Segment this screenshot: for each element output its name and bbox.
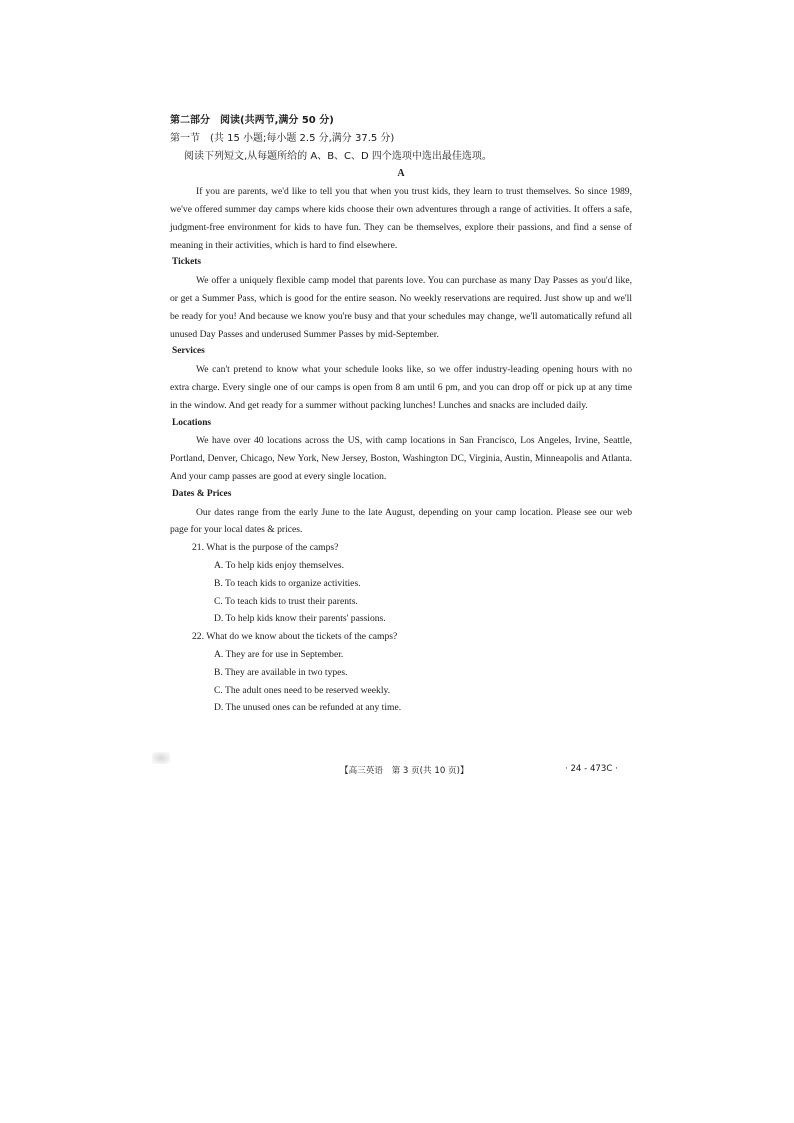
- option-b: B. They are available in two types.: [214, 666, 348, 678]
- section-title: 第一节 (共 15 小题;每小题 2.5 分,满分 37.5 分): [170, 132, 395, 144]
- part-title: 第二部分 阅读(共两节,满分 50 分): [170, 115, 334, 126]
- option-c: C. To teach kids to trust their parents.: [214, 595, 358, 607]
- option-d: D. The unused ones can be refunded at any time.: [214, 702, 402, 714]
- question-stem: 21. What is the purpose of the camps?: [192, 542, 339, 554]
- tickets-heading: Tickets: [172, 257, 201, 268]
- services-heading: Services: [172, 346, 205, 357]
- passage-letter: A: [397, 168, 405, 180]
- dates-text: Our dates range from the early June to the late August, depending on your camp location. Please see our web page for your local dates & prices.: [170, 506, 632, 536]
- passage-intro: If you are parents, we'd like to tell you that when you trust kids, they learn to trust themselves. So since 1989, we've offered summer day camps where kids choose their own adventures through a range of activities. It offers a safe, judgment-free environment for kids to have fun. They can be themselves, explore their passions, and find a sense of meaning in their activities, which is hard to find elsewhere.: [170, 186, 632, 251]
- option-a: A. To help kids enjoy themselves.: [214, 559, 344, 571]
- option-c: C. The adult ones need to be reserved weekly.: [214, 684, 391, 696]
- page-content: [170, 112, 632, 717]
- tickets-text: We offer a uniquely flexible camp model that parents love. You can purchase as many Day Passes as you'd like, or get a Summer Pass, which is good for the entire season. No weekly reservations are required. Just show up and we'll be ready for you! And because we know you're busy and that your schedules may change, we'll automatically refund all unused Day Passes and underused Summer Passes by mid-September.: [170, 275, 632, 340]
- option-d: D. To help kids know their parents' passions.: [214, 613, 386, 625]
- instruction: 阅读下列短文,从每题所给的 A、B、C、D 四个选项中选出最佳选项。: [184, 150, 492, 162]
- scan-smudge: [152, 752, 170, 764]
- option-b: B. To teach kids to organize activities.: [214, 577, 361, 589]
- question-21: [170, 539, 632, 628]
- dates-heading: Dates & Prices: [172, 488, 232, 499]
- locations-text: We have over 40 locations across the US, with camp locations in San Francisco, Los Angeles, Irvine, Seattle, Portland, Denver, Chicago, New York, New Jersey, Boston, Washington DC, Virginia, Austin, Minneapolis and Atlanta. And your camp passes are good at every single location.: [170, 435, 632, 482]
- services-text: We can't pretend to know what your schedule looks like, so we offer industry-leading opening hours with no extra charge. Every single one of our camps is open from 8 am until 6 pm, and you can drop off or pick up at any time in the window. And get ready for a summer without packing lunches! Lunches and snacks are included daily.: [170, 364, 632, 411]
- question-stem: 22. What do we know about the tickets of the camps?: [192, 631, 398, 643]
- locations-heading: Locations: [172, 417, 212, 428]
- exam-code: · 24 - 473C ·: [565, 764, 618, 774]
- option-a: A. They are for use in September.: [214, 648, 344, 660]
- question-22: [170, 628, 632, 717]
- page-label: 【高三英语 第 3 页(共 10 页)】: [340, 766, 469, 776]
